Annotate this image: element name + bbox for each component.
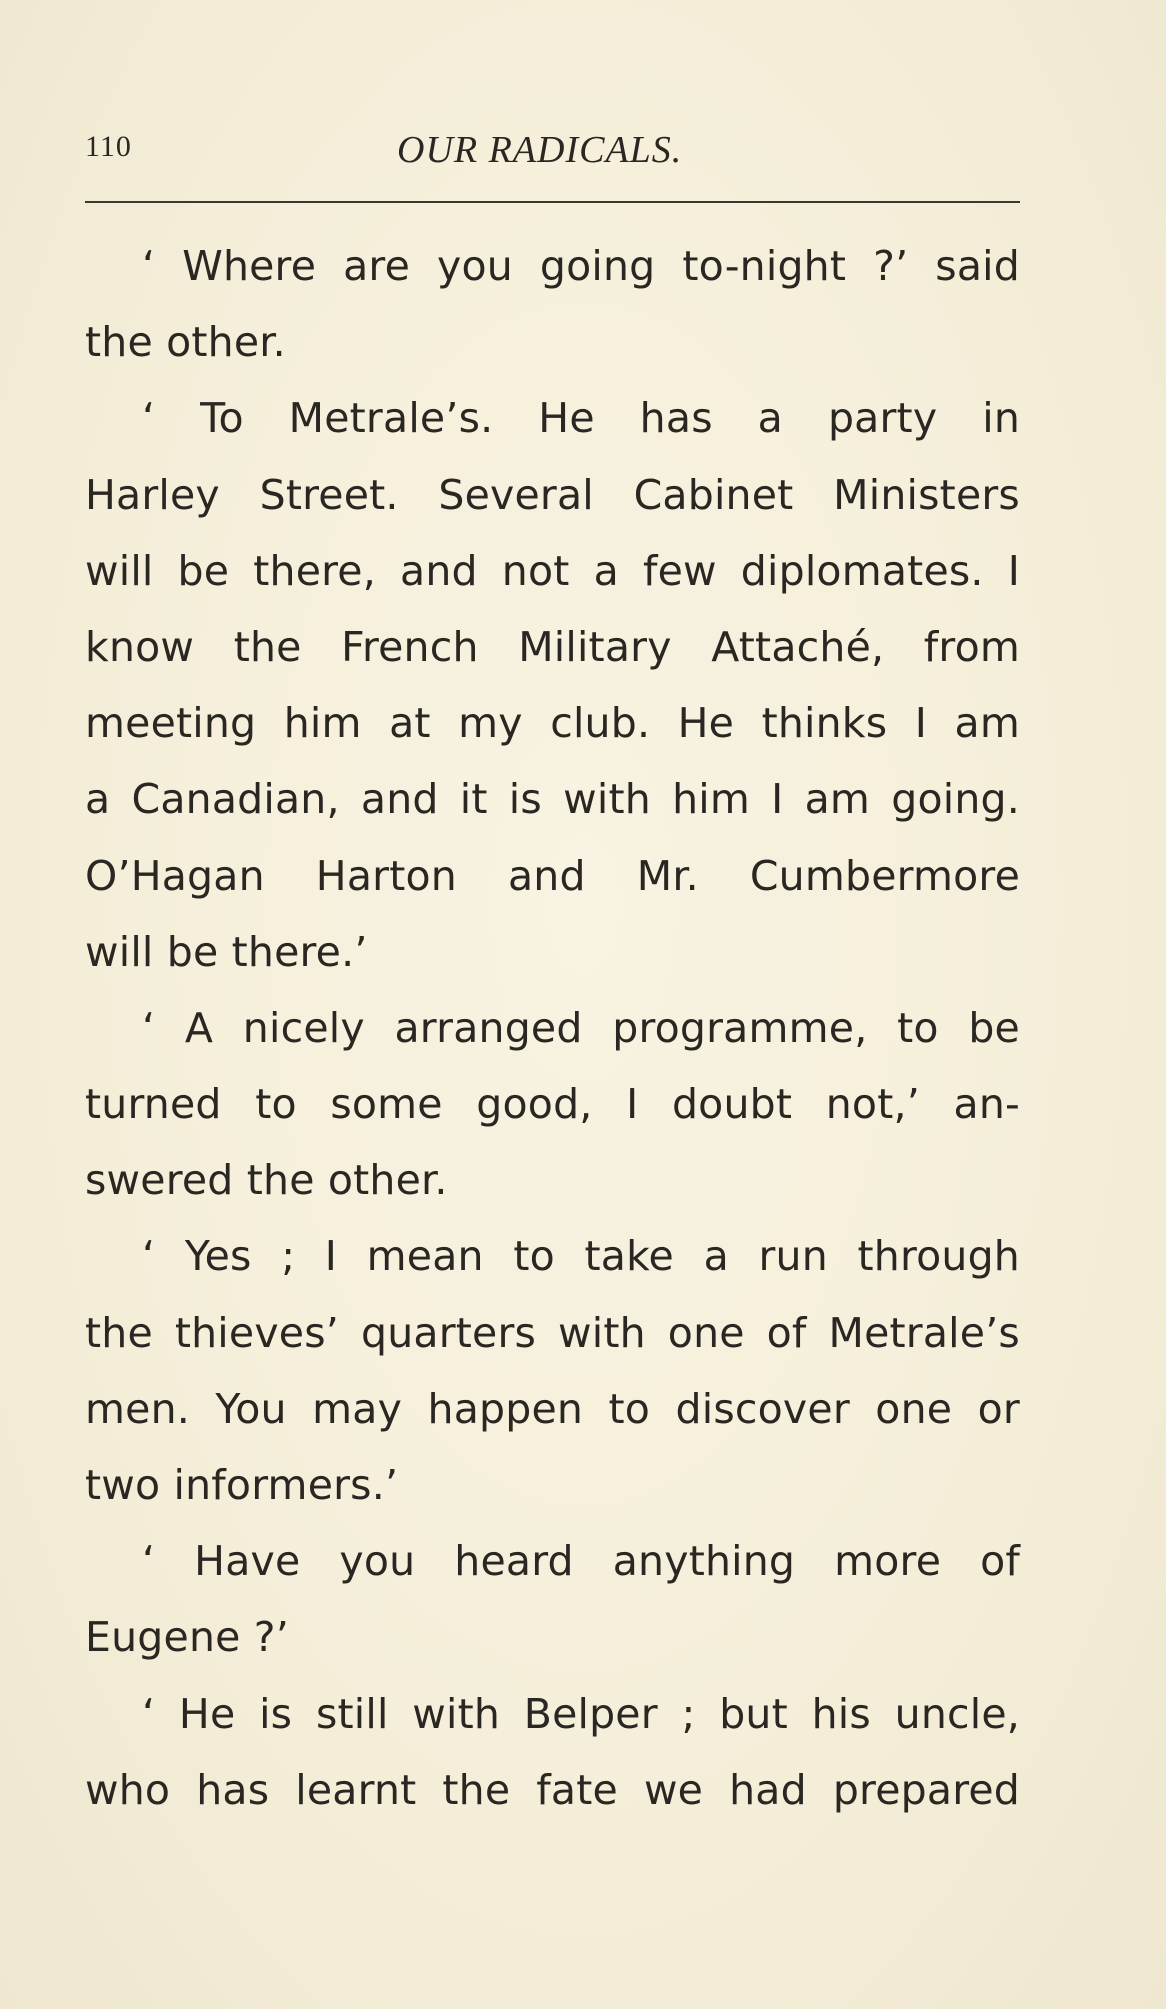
text-line: will be there.’	[85, 927, 368, 976]
header-rule	[85, 201, 1020, 203]
text-line: the thieves’ quarters with one of Metrale’s	[85, 1308, 1020, 1357]
text-line: meeting him at my club. He thinks I am	[85, 699, 1020, 748]
text-line: ‘ He is still with Belper ; but his uncle,	[142, 1689, 1020, 1738]
running-title: OUR RADICALS.	[397, 129, 683, 171]
text-line: the other.	[85, 318, 286, 367]
text-line: two informers.’	[85, 1461, 399, 1509]
text-line: ‘ A nicely arranged programme, to be	[142, 1003, 1020, 1052]
text-line: know the French Military Attaché, from	[85, 622, 1020, 671]
text-line: ‘ To Metrale’s. He has a party in	[142, 394, 1020, 443]
body-text	[85, 228, 1020, 1828]
text-line: will be there, and not a few diplomates. I	[85, 546, 1020, 595]
text-line: who has learnt the fate we had prepared	[85, 1765, 1020, 1814]
text-line: men. You may happen to discover one or	[85, 1384, 1020, 1433]
text-line: ‘ Where are you going to-night ?’ said	[142, 242, 1020, 290]
text-line: a Canadian, and it is with him I am going.	[85, 775, 1020, 824]
text-line: turned to some good, I doubt not,’ an-	[85, 1080, 1020, 1129]
page-number: 110	[85, 130, 132, 163]
text-line: Eugene ?’	[85, 1613, 289, 1662]
page-header	[85, 130, 1020, 180]
text-line: ‘ Yes ; I mean to take a run through	[142, 1232, 1020, 1281]
text-line: O’Hagan Harton and Mr. Cumbermore	[85, 851, 1020, 900]
text-line: Harley Street. Several Cabinet Ministers	[85, 470, 1020, 519]
text-line: swered the other.	[85, 1156, 448, 1205]
text-line: ‘ Have you heard anything more of	[142, 1537, 1020, 1586]
